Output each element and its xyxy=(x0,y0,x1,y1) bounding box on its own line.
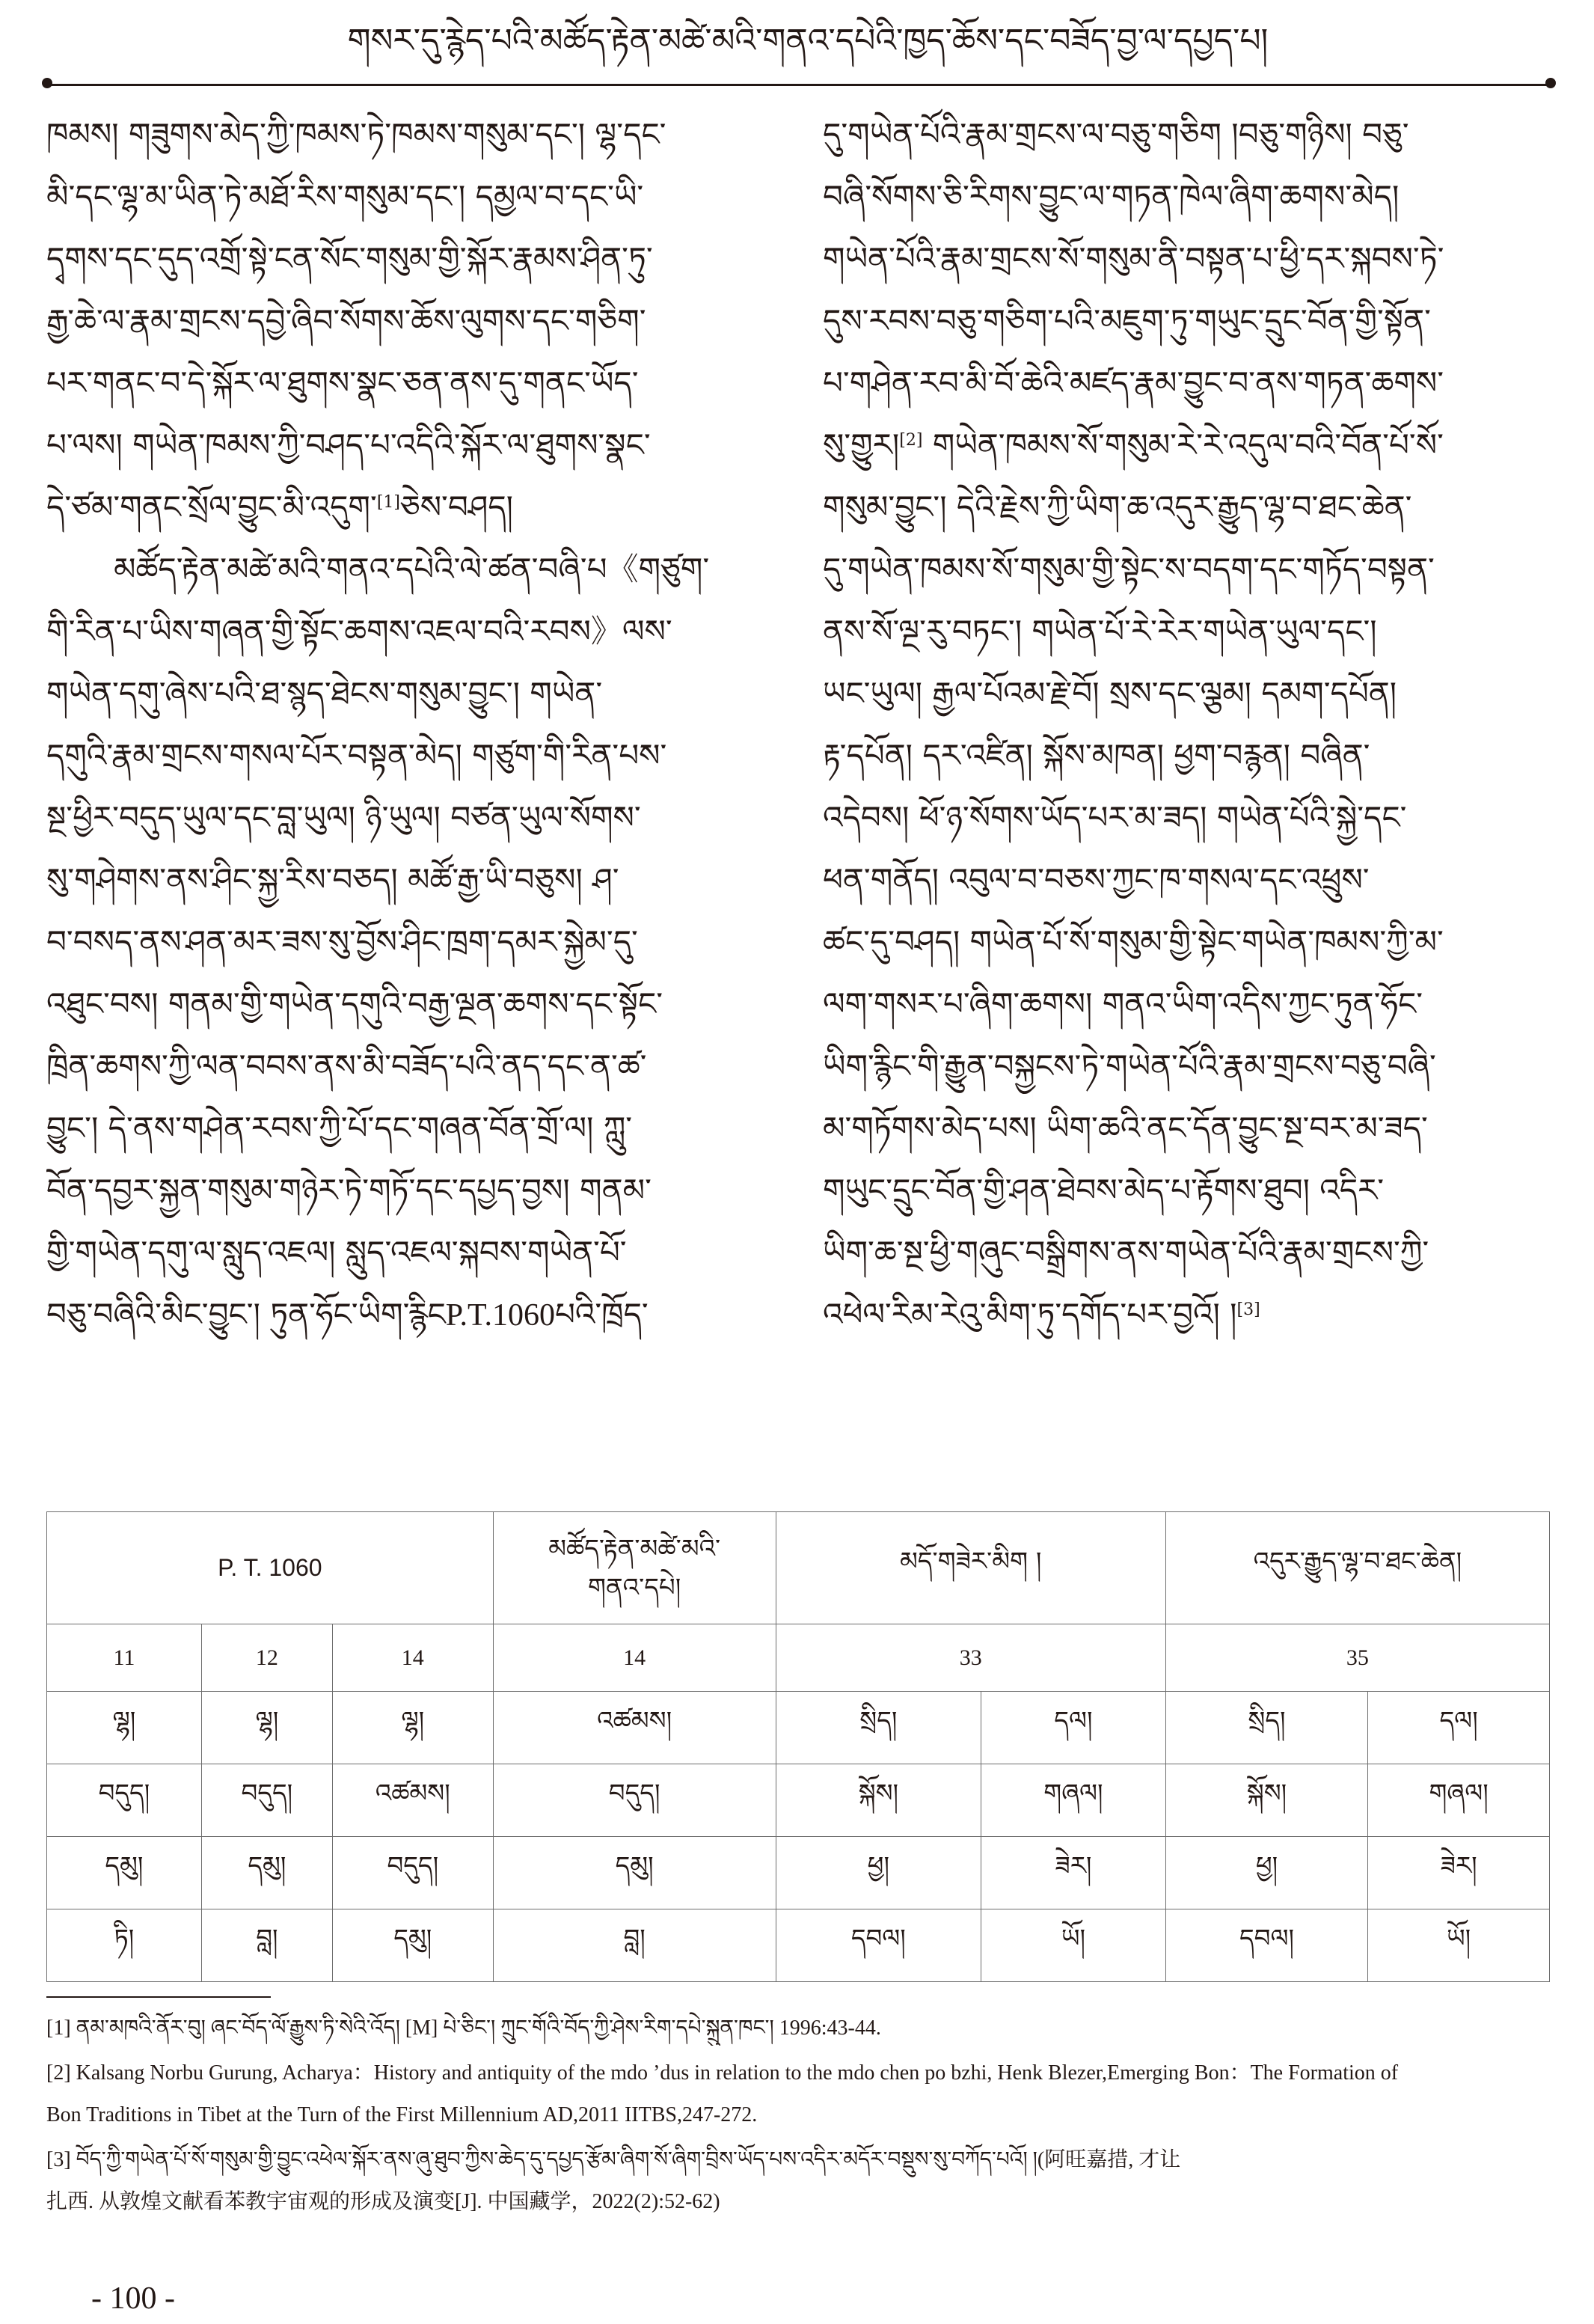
table-row xyxy=(47,1909,1550,1982)
text-line: ཡང་ཡུལ། རྒྱལ་པོའམ་རྗེ་བོ། སྲས་དང་ལྕམ། དམག་དཔོན། xyxy=(823,675,1397,712)
text-line: དུས་རབས་བཅུ་གཅིག་པའི་མཇུག་ཏུ་གཡུང་དྲུང་བོན་གྱི་སྟོན་ xyxy=(823,302,1431,339)
text-fragment: སུ་གྱུར། xyxy=(823,426,900,463)
footnote-ref[interactable]: [2] xyxy=(899,431,923,450)
text-line: དྭགས་དང་དུད་འགྲོ་སྟེ་ངན་སོང་གསུམ་གྱི་སྐོར་རྣམས་ཤིན་ཏུ་ xyxy=(46,240,653,277)
table-row xyxy=(47,1692,1550,1764)
table-cell: ཟེར། xyxy=(1368,1837,1550,1909)
text-fragment: པའི་ཁྲོད་ xyxy=(554,1296,649,1333)
table-cell: 12 xyxy=(201,1624,332,1692)
footnote-3-cont: 扎西. 从敦煌文献看苯教宇宙观的形成及演变[J]. 中国藏学，2022(2):52-62) xyxy=(46,2190,720,2213)
text-line: འདེབས། ཕོ་ཉ་སོགས་ཡོད་པར་མ་ཟད། གཡེན་པོའི་སྐྱེ་དང་ xyxy=(823,799,1407,836)
table-cell: ཕྱ། xyxy=(1165,1837,1368,1909)
text-line: སྔ་ཕྱིར་བདུད་ཡུལ་དང་བླ་ཡུལ། ཉི་ཡུལ། བཙན་ཡུལ་སོགས་ xyxy=(46,799,641,836)
text-line: གི་རིན་པ་ཡིས་གཞན་གྱི་སྟོང་ཆགས་འཇལ་བའི་རབས》ལས་ xyxy=(46,613,672,649)
text-fragment: འཕེལ་རིམ་རེའུ་མིག་ཏུ་དགོད་པར་བྱའོ། ། xyxy=(823,1296,1237,1333)
footnote-ref[interactable]: [1] xyxy=(376,493,400,512)
text-line xyxy=(823,414,1554,476)
table-cell: གཞལ། xyxy=(981,1764,1166,1837)
text-line: པ་ལས། གཡེན་ཁམས་ཀྱི་བཤད་པ་འདིའི་སྐོར་ལ་ཐུགས་སྣང་ xyxy=(46,426,651,463)
text-line xyxy=(46,1283,769,1347)
text-line: གཡེན་དགུ་ཞེས་པའི་ཐ་སྙད་ཐེངས་གསུམ་བྱུང་། གཡེན་ xyxy=(46,675,603,712)
text-line: ཡིག་རྙིང་གི་རྒྱུན་བསྐྱངས་ཏེ་གཡེན་པོའི་རྣམ་གྲངས་བཅུ་བཞི་ xyxy=(823,1048,1436,1084)
table-header-cell: མཚོད་རྟེན་མཚེ་མའི་གནའ་དཔེ། xyxy=(493,1512,776,1624)
table-cell: སྲིད། xyxy=(776,1692,981,1764)
table-cell: ཕྱ། xyxy=(776,1837,981,1909)
table-cell: ཏི། xyxy=(47,1909,202,1982)
table-cell: ལྷ། xyxy=(332,1692,493,1764)
footnote-rule xyxy=(46,1996,271,1998)
table-cell: གཞལ། xyxy=(1368,1764,1550,1837)
text-line: ནས་སོ་ལྔ་རུ་བཏང་། གཡེན་པོ་རེ་རེར་གཡེན་ཡུལ་དང་། xyxy=(823,613,1377,649)
table-cell: འཚམས། xyxy=(332,1764,493,1837)
footnote-2-cont: Bon Traditions in Tibet at the Turn of the First Millennium AD,2011 IITBS,247-272. xyxy=(46,2103,758,2126)
text-fragment: བཅུ་བཞིའི་མིང་བྱུང་། ཏུན་ཧོང་ཡིག་རྙིང xyxy=(46,1296,446,1333)
table-cell: བླ། xyxy=(493,1909,776,1982)
table-header-row xyxy=(47,1512,1550,1624)
text-line: ཡིག་ཆ་སྔ་ཕྱི་གཞུང་བསྒྲིགས་ནས་གཡེན་པོའི་རྣམ་གྲངས་ཀྱི་ xyxy=(823,1234,1429,1270)
text-fragment: གཡེན་ཁམས་སོ་གསུམ་རེ་རེ་འདུལ་བའི་བོན་པོ་སོ་ xyxy=(932,426,1444,463)
table-cell: བདུད། xyxy=(332,1837,493,1909)
table-cell: བདུད། xyxy=(47,1764,202,1837)
text-line: ཁྲིན་ཆགས་ཀྱི་ལན་བབས་ནས་མི་བཟོད་པའི་ནད་དང་ན་ཚ་ xyxy=(46,1048,647,1084)
table-cell: ཡོ། xyxy=(981,1909,1166,1982)
table-header-cell: P. T. 1060 xyxy=(47,1512,494,1624)
text-line: གཡེན་པོའི་རྣམ་གྲངས་སོ་གསུམ་ནི་བསྟན་པ་ཕྱི་དར་སྐབས་ཏེ་ xyxy=(823,240,1444,277)
text-line: བོན་དབྱར་སྐྱན་གསུམ་གཉེར་ཏེ་གཏོ་དང་དཔྱད་བྱས། གནམ་ xyxy=(46,1172,652,1208)
text-line: ཁམས། གཟུགས་མེད་ཀྱི་ཁམས་ཏེ་ཁམས་གསུམ་དང་། ལྷ་དང་ xyxy=(46,116,666,153)
footnote-1: [1] ནམ་མཁའི་ནོར་བུ། ཞང་བོད་ལོ་རྒྱུས་ཏི་སེའི་འོད། [M] པེ་ཅིང་། ཀྲུང་གོའི་བོད་ཀྱི་ཤེས་རིག་དཔེ་སྐྲུན་ཁང་། 1996:43-44. xyxy=(46,2016,881,2040)
table-cell: འཚམས། xyxy=(493,1692,776,1764)
table-cell: དམུ། xyxy=(201,1837,332,1909)
text-line: མི་དང་ལྷ་མ་ཡིན་ཏེ་མཐོ་རིས་གསུམ་དང་། དམྱལ་བ་དང་ཡི་ xyxy=(46,178,644,215)
table-cell: དལ། xyxy=(981,1692,1166,1764)
rule-dot-left xyxy=(42,78,52,88)
table-cell: དབལ། xyxy=(776,1909,981,1982)
text-line: དུ་གཡེན་པོའི་རྣམ་གྲངས་ལ་བཅུ་གཅིག །བཅུ་གཉིས། བཅུ་ xyxy=(823,116,1409,153)
table-cell: ལྷ། xyxy=(201,1692,332,1764)
text-line: འཐུང་བས། གནམ་གྱི་གཡེན་དགུའི་བརྒྱ་ལྔན་ཆགས་དང་སྟོང་ xyxy=(46,985,663,1022)
text-fragment: ཅེས་བཤད། xyxy=(399,489,513,525)
table-cell: སྐོས། xyxy=(776,1764,981,1837)
running-header: གསར་དུ་རྙེད་པའི་མཚོད་རྟེན་མཚེ་མའི་གནའ་དཔེའི་ཁྱད་ཆོས་དང་བཟོད་བྱ་ལ་དཔྱད་པ། xyxy=(347,22,1269,60)
text-line: བ་བསད་ནས་ཤན་མར་ཟས་སུ་བྱོས་ཤིང་ཁྲག་དམར་སྐྱེམ་དུ་ xyxy=(46,923,638,960)
text-line: དགུའི་རྣམ་གྲངས་གསལ་པོར་བསྟན་མེད། གཙུག་གི་རིན་པས་ xyxy=(46,737,667,774)
left-column xyxy=(46,103,769,1347)
table-cell: སྐོས། xyxy=(1165,1764,1368,1837)
text-line: སུ་གཤེགས་ནས་ཤིང་སྐྱ་རིས་བཅད། མཚོ་རྒྱ་ཡི་བཅུས། ཤ་ xyxy=(46,861,619,898)
comparison-table xyxy=(46,1511,1550,1982)
table-row xyxy=(47,1837,1550,1909)
text-line: ཚང་དུ་བཤད། གཡེན་པོ་སོ་གསུམ་གྱི་སྟེང་གཡེན་ཁམས་ཀྱི་མ་ xyxy=(823,923,1444,960)
text-line: ཕན་གནོད། འབུལ་བ་བཅས་ཀྱང་ཁ་གསལ་དང་འཕྲུས་ xyxy=(823,861,1370,898)
text-line: གྱི་གཡེན་དགུ་ལ་སླུད་འཇལ། སླུད་འཇལ་སྐབས་གཡེན་པོ་ xyxy=(46,1234,627,1270)
table-cell: བླ། xyxy=(201,1909,332,1982)
table-cell: སྲིད། xyxy=(1165,1692,1368,1764)
text-line: མ་གཏོགས་མེད་པས། ཡིག་ཆའི་ནང་དོན་བྱུང་སྔ་བར་མ་ཟད་ xyxy=(823,1110,1428,1146)
text-line: དུ་གཡེན་ཁམས་སོ་གསུམ་གྱི་སྟེང་ས་བདག་དང་གཏོད་བསྟན་ xyxy=(823,551,1435,587)
footnote-ref[interactable]: [3] xyxy=(1236,1300,1260,1319)
table-cell: ཟེར། xyxy=(981,1837,1166,1909)
text-line: རྟ་དཔོན། དར་འཛིན། སྐོས་མཁན། ཕྱག་བརྙན། བཞིན་ xyxy=(823,737,1370,774)
text-fragment: དེ་ཙམ་གནང་སྲོལ་བྱུང་མི་འདུག་ xyxy=(46,489,377,525)
text-line: གཡུང་དྲུང་བོན་གྱི་ཤན་ཐེབས་མེད་པ་རྟོགས་ཐུབ། འདིར་ xyxy=(823,1172,1385,1208)
table-row xyxy=(47,1764,1550,1837)
table-count-row xyxy=(47,1624,1550,1692)
table-cell: དམུ། xyxy=(332,1909,493,1982)
text-line: མཚོད་རྟེན་མཚེ་མའི་གནའ་དཔེའི་ལེ་ཚན་བཞི་པ《གཙུག་ xyxy=(114,551,710,587)
page-number: - 100 - xyxy=(91,2281,175,2316)
right-column xyxy=(823,103,1554,1345)
table-cell: ལྷ། xyxy=(47,1692,202,1764)
table-cell: 35 xyxy=(1165,1624,1549,1692)
table-header-cell: མདོ་གཟེར་མིག ། xyxy=(776,1512,1165,1624)
footnote-3: [3] བོད་ཀྱི་གཡེན་པོ་སོ་གསུམ་གྱི་བྱུང་འཕེལ་སྐོར་ནས་ཞུ་ཐུབ་ཀྱིས་ཆེད་དུ་དཔྱད་རྩོམ་ཞིག་སོ་ཞིག་བྲིས་ཡོད་པས་འདིར་མདོར་བསྡུས་སུ་བཀོད་པའོ། །(阿旺嘉措, 才让 xyxy=(46,2148,1181,2171)
header-rule xyxy=(46,84,1550,86)
text-line xyxy=(46,476,769,538)
text-line: གསུམ་བྱུང་། དེའི་རྗེས་ཀྱི་ཡིག་ཆ་འདུར་རྒྱུད་ལྷ་བ་ཐང་ཆེན་ xyxy=(823,489,1412,525)
text-line xyxy=(823,1283,1554,1345)
document-id: P.T.1060 xyxy=(445,1298,555,1333)
table-cell: 14 xyxy=(493,1624,776,1692)
table-cell: དམུ། xyxy=(493,1837,776,1909)
text-line: བྱུང་། དེ་ནས་གཤེན་རབས་ཀྱི་པོ་དང་གཞན་བོན་གྲོ་ལ། ཀླུ་ xyxy=(46,1110,633,1146)
rule-dot-right xyxy=(1545,78,1556,88)
table-cell: དམུ། xyxy=(47,1837,202,1909)
table-cell: དབལ། xyxy=(1165,1909,1368,1982)
text-line: པ་གཤེན་རབ་མི་བོ་ཆེའི་མཛད་རྣམ་བྱུང་བ་ནས་གཏན་ཆགས་ xyxy=(823,364,1444,401)
table-header-cell: འདུར་རྒྱུད་ལྷ་བ་ཐང་ཆེན། xyxy=(1165,1512,1549,1624)
text-line: རྒྱ་ཆེ་ལ་རྣམ་གྲངས་དབྱེ་ཞིབ་སོགས་ཆོས་ལུགས་དང་གཅིག་ xyxy=(46,302,646,339)
footnote-2: [2] Kalsang Norbu Gurung, Acharya：History and antiquity of the mdo ’dus in relation to the mdo chen po bzhi, Henk Blezer,Emerging Bon：The Formation of xyxy=(46,2061,1399,2085)
text-line: པར་གནང་བ་དེ་སྐོར་ལ་ཐུགས་སྣང་ཅན་ནས་དུ་གནང་ཡོད་ xyxy=(46,364,639,401)
table-cell: དལ། xyxy=(1368,1692,1550,1764)
table-cell: 14 xyxy=(332,1624,493,1692)
text-line: བཞི་སོགས་ཅི་རིགས་བྱུང་ལ་གཏན་ཁེལ་ཞིག་ཆགས་མེད། xyxy=(823,178,1400,215)
table-cell: བདུད། xyxy=(493,1764,776,1837)
text-line: ལག་གསར་པ་ཞིག་ཆགས། གནའ་ཡིག་འདིས་ཀྱང་ཏུན་ཧོང་ xyxy=(823,985,1423,1022)
table-cell: བདུད། xyxy=(201,1764,332,1837)
table-cell: 33 xyxy=(776,1624,1165,1692)
table-cell: ཡོ། xyxy=(1368,1909,1550,1982)
table-cell: 11 xyxy=(47,1624,202,1692)
